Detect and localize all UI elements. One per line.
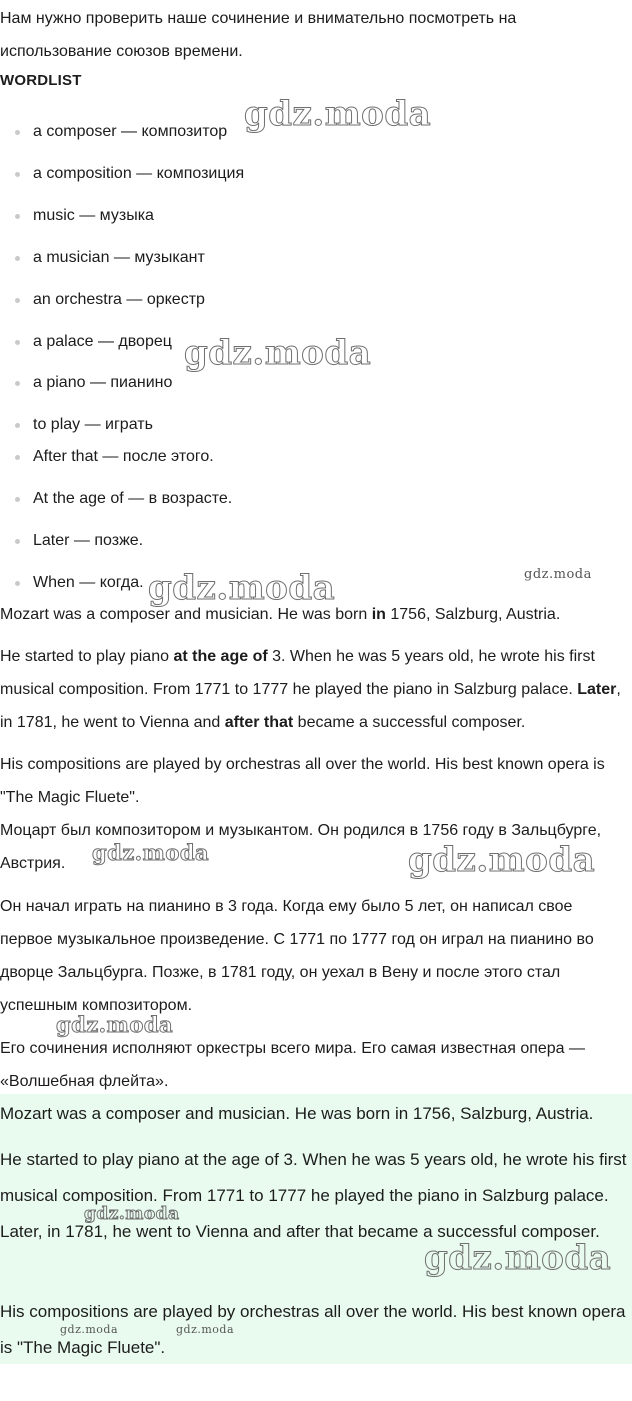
watermark-logo: gdz.moda (408, 840, 596, 880)
bullet-icon (15, 455, 20, 460)
english-paragraph-1: Mozart was a composer and musician. He was born in 1756, Salzburg, Austria. (0, 606, 561, 623)
wordlist-item: a composer — композитор (33, 122, 227, 142)
wordlist-item: a palace — дворец (33, 332, 172, 352)
answer-paragraph-1: Mozart was a composer and musician. He was born in 1756, Salzburg, Austria. (0, 1104, 594, 1123)
wordlist-item: an orchestra — оркестр (33, 290, 205, 310)
russian-paragraph-1: Моцарт был композитором и музыкантом. Он родился в 1756 году в Зальцбурге, Австрия. (0, 822, 602, 872)
bullet-icon (15, 539, 20, 544)
wordlist-item: a piano — пианино (33, 373, 172, 393)
watermark-logo: gdz.moda (92, 840, 210, 865)
wordlist-item: a composition — композиция (33, 164, 244, 184)
wordlist-title: WORDLIST (0, 72, 82, 89)
english-paragraph-2: He started to play piano at the age of 3. When he was 5 years old, he wrote his first musical composition. From 1771 to 1777 he played the piano in Salzburg palace. Later, in 1781, he went to Vienna and after that became a successful composer. (0, 648, 621, 731)
english-paragraph-3: His compositions are played by orchestras all over the world. His best known opera is "The Magic Fluete". (0, 756, 605, 806)
bullet-icon (15, 497, 20, 502)
russian-paragraph-2: Он начал играть на пианино в 3 года. Когда ему было 5 лет, он написал свое первое музыкальное произведение. С 1771 по 1777 год он играл на пианино во дворце Зальцбурга. Позже, в 1781 году, он уехал в Вену и после этого стал успешным композитором. (0, 898, 594, 1014)
bullet-icon (15, 423, 20, 428)
bullet-icon (15, 298, 20, 303)
bullet-icon (15, 256, 20, 261)
watermark-logo: gdz.moda (56, 1012, 174, 1037)
watermark-logo: gdz.moda (60, 1323, 119, 1336)
answer-paragraph-3: His compositions are played by orchestras all over the world. His best known opera is "The Magic Fluete". (0, 1302, 626, 1357)
russian-paragraph-3: Его сочинения исполняют оркестры всего мира. Его самая известная опера — «Волшебная флейта». (0, 1040, 586, 1090)
bullet-icon (15, 581, 20, 586)
wordlist-item: When — когда. (33, 573, 144, 593)
wordlist-item: At the age of — в возрасте. (33, 489, 232, 509)
time-conjunction: in (371, 606, 386, 623)
bullet-icon (15, 172, 20, 177)
intro-text: Нам нужно проверить наше сочинение и внимательно посмотреть на использование союзов времени. (0, 10, 517, 60)
wordlist-item: music — музыка (33, 206, 154, 226)
bullet-icon (15, 381, 20, 386)
watermark-logo: gdz.moda (176, 1323, 235, 1336)
bullet-icon (15, 214, 20, 219)
wordlist-item: a musician — музыкант (33, 248, 205, 268)
wordlist-item: Later — позже. (33, 531, 143, 551)
bullet-icon (15, 340, 20, 345)
wordlist-item: After that — после этого. (33, 447, 214, 467)
watermark-logo: gdz.moda (148, 568, 336, 608)
wordlist-item: to play — играть (33, 415, 153, 435)
answer-paragraph-2: He started to play piano at the age of 3. When he was 5 years old, he wrote his first musical composition. From 1771 to 1777 he played the piano in Salzburg palace. Later, in 1781, he went to Vienna and after that became a successful composer. (0, 1150, 627, 1241)
answer-block (0, 1094, 632, 1364)
bullet-icon (15, 130, 20, 135)
watermark-logo: gdz.moda (244, 94, 432, 134)
watermark-logo: gdz.moda (524, 567, 592, 582)
time-conjunction: at the age of (173, 648, 268, 665)
time-conjunction: Later (577, 681, 617, 698)
time-conjunction: after that (224, 714, 294, 731)
watermark-logo: gdz.moda (184, 333, 372, 373)
